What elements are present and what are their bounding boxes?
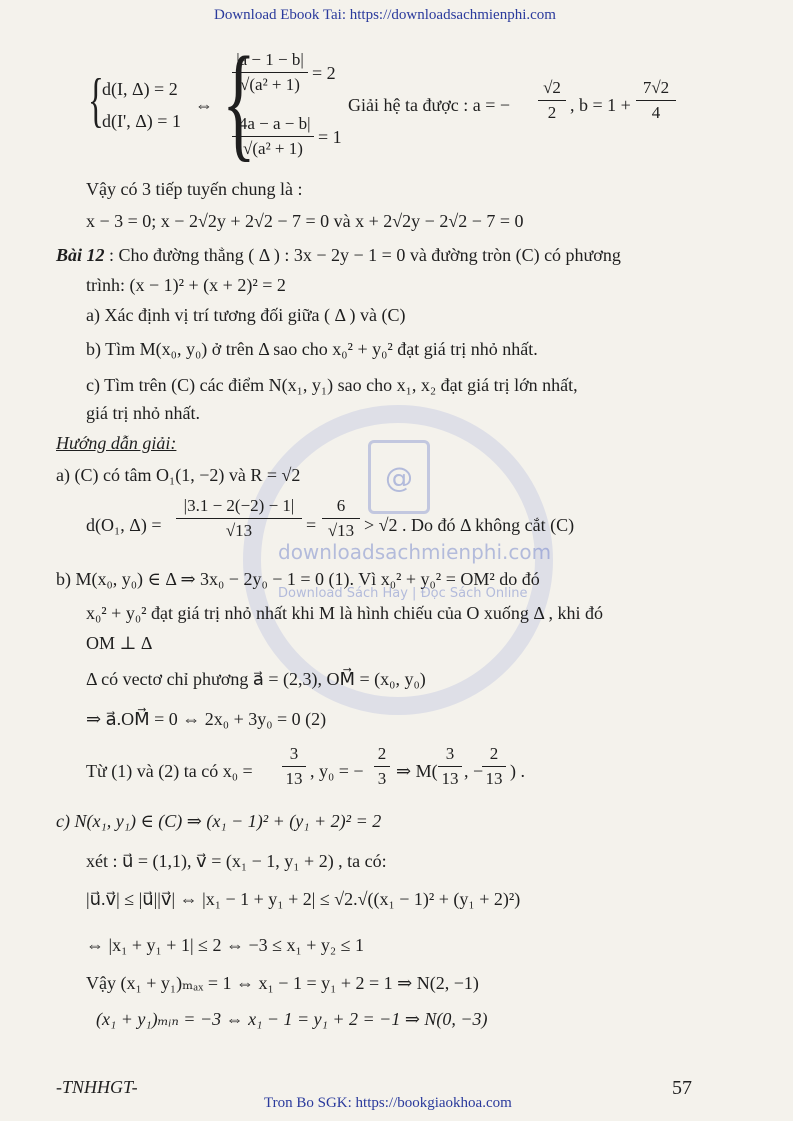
tangent-lines: x − 3 = 0; x − 2√2y + 2√2 − 7 = 0 và x + 2√2y − 2√2 − 7 = 0 [86,211,524,231]
watermark-tagline: Download Sách Hay | Đọc Sách Online [278,586,528,601]
question-c: c) Tìm trên (C) các điểm N(x₁, y₁) sao cho x₁, x₂ đạt giá trị lớn nhất, [86,375,578,395]
system-fraction-1-rhs: = 2 [312,63,336,83]
solution-b-line-3: OM ⊥ Δ [86,633,153,653]
solution-a-fraction-1: |3.1 − 2(−2) − 1| √13 [176,496,302,541]
solution-b-y0-fraction: 2 3 [374,744,390,789]
solution-b-line-1: b) M(x₀, y₀) ∈ Δ ⇒ 3x₀ − 2y₀ − 1 = 0 (1). Vì x₀² + y₀² = OM² do đó [56,569,540,589]
solution-c-max: Vậy (x₁ + y₁)ₘₐₓ = 1 ⇔ x₁ − 1 = y₁ + 2 = 1 ⇒ N(2, −1) [86,973,479,993]
solution-b-line-2: x₀² + y₀² đạt giá trị nhỏ nhất khi M là hình chiếu của O xuống Δ , khi đó [86,603,603,623]
question-b: b) Tìm M(x₀, y₀) ở trên Δ sao cho x₀² + y₀² đạt giá trị nhỏ nhất. [86,339,538,359]
watermark-book-icon: @ [368,440,430,514]
solution-b-result-text: Từ (1) và (2) ta có x₀ = [86,761,253,781]
system-b-label: , b = 1 + [570,95,631,115]
conclusion-text: Vậy có 3 tiếp tuyến chung là : [86,179,303,199]
system-fraction-1: |a − 1 − b| √(a² + 1) [232,50,308,95]
system-b-value: 7√2 4 [636,78,676,123]
system-solve-text: Giải hệ ta được : a = − [348,95,511,115]
solution-b-m-sep: , − [464,761,484,781]
system-eq-1: d(I, Δ) = 2 [102,79,178,99]
problem-statement [56,246,621,264]
solution-b-line-4: Δ có vectơ chỉ phương a⃗ = (2,3), OM⃗ = (x₀, y₀) [86,669,426,689]
solution-c-line-4: ⇔ |x₁ + y₁ + 1| ≤ 2 ⇔ −3 ≤ x₁ + y₂ ≤ 1 [86,935,365,955]
header-download-link[interactable]: Download Ebook Tai: https://downloadsachmienphi.com [214,7,556,23]
footer-sgk-link[interactable]: Tron Bo SGK: https://bookgiaokhoa.com [264,1095,512,1111]
solution-a-conclusion: > √2 . Do đó Δ không cắt (C) [364,515,575,535]
solution-b-m-y-fraction: 2 13 [482,744,506,789]
publisher-mark: -TNHHGT- [56,1077,138,1097]
question-c-cont: giá trị nhỏ nhất. [86,403,200,423]
solution-a-distance-label: d(O₁, Δ) = [86,515,162,535]
solution-a-fraction-2: 6 √13 [322,496,360,541]
watermark-site: downloadsachmienphi.com [278,540,552,564]
solution-b-m-label: ⇒ M( [396,761,438,781]
system-eq-2: d(I', Δ) = 1 [102,111,181,131]
solution-c-line-3: |u⃗.v⃗| ≤ |u⃗||v⃗| ⇔ |x₁ − 1 + y₁ + 2| ≤ √2.√((x₁ − 1)² + (y₁ + 2)²) [86,889,521,909]
problem-text: : Cho đường thẳng ( Δ ) : 3x − 2y − 1 = 0 và đường tròn (C) có phương [109,245,621,265]
solution-b-line-5: ⇒ a⃗.OM⃗ = 0 ⇔ 2x₀ + 3y₀ = 0 (2) [86,709,327,729]
system-fraction-2: |4a − a − b| √(a² + 1) [232,114,314,159]
system-brace-left: { [88,67,104,133]
solution-c-min: (x₁ + y₁)ₘᵢₙ = −3 ⇔ x₁ − 1 = y₁ + 2 = −1 ⇒ N(0, −3) [96,1009,488,1029]
system-equiv: ⇔ [195,95,213,115]
solution-b-x0-fraction: 3 13 [282,744,306,789]
solution-c-line-1: c) N(x₁, y₁) ∈ (C) ⇒ (x₁ − 1)² + (y₁ + 2)² = 2 [56,811,382,831]
solution-b-m-x-fraction: 3 13 [438,744,462,789]
solution-a-line-1: a) (C) có tâm O₁(1, −2) và R = √2 [56,465,301,485]
solution-b-m-close: ) . [510,761,525,781]
problem-text-line-2: trình: (x − 1)² + (x + 2)² = 2 [86,275,286,295]
system-a-value: √2 2 [538,78,566,123]
problem-label: Bài 12 [56,245,105,265]
solution-a-equals: = [306,515,317,535]
system-fraction-2-rhs: = 1 [318,127,342,147]
solution-heading: Hướng dẫn giải: [56,433,177,453]
solution-b-y0-label: , y₀ = − [310,761,364,781]
system-brace-right: { [222,31,256,173]
page-number: 57 [672,1077,692,1099]
solution-c-line-2: xét : u⃗ = (1,1), v⃗ = (x₁ − 1, y₁ + 2) , ta có: [86,851,387,871]
question-a: a) Xác định vị trí tương đối giữa ( Δ ) và (C) [86,305,406,325]
